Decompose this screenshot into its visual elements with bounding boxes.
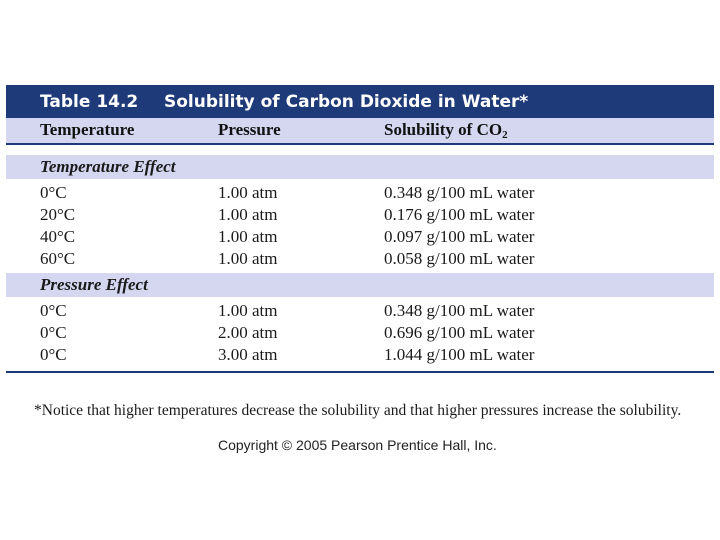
cell-pressure: 1.00 atm xyxy=(218,301,278,320)
table-row xyxy=(6,300,714,322)
cell-pressure: 1.00 atm xyxy=(218,227,278,246)
section-pressure-effect xyxy=(6,297,714,369)
cell-temperature: 20°C xyxy=(40,205,76,224)
table-row xyxy=(6,204,714,226)
column-header-temperature: Temperature xyxy=(40,120,135,139)
table-title-bar xyxy=(6,85,714,118)
column-header-solubility: Solubility of $CO_2$ xyxy=(384,120,508,141)
table-footnote: *Notice that higher temperatures decrease the solubility and that higher pressures increase the solubility. xyxy=(34,402,682,419)
cell-solubility: 0.696 g/100 mL water xyxy=(384,323,535,342)
cell-solubility: 0.176 g/100 mL water xyxy=(384,205,535,224)
table-bottom-rule xyxy=(6,371,714,373)
cell-solubility: 0.097 g/100 mL water xyxy=(384,227,535,246)
table-title: Solubility of Carbon Dioxide in Water* xyxy=(164,91,529,112)
section-header-temperature-effect: Temperature Effect xyxy=(6,155,714,179)
cell-temperature: 40°C xyxy=(40,227,76,246)
cell-temperature: 0°C xyxy=(40,323,67,342)
cell-solubility: 1.044 g/100 mL water xyxy=(384,345,535,364)
column-header-row xyxy=(6,118,714,145)
cell-pressure: 1.00 atm xyxy=(218,249,278,268)
copyright-notice: Copyright © 2005 Pearson Prentice Hall, Inc. xyxy=(218,437,497,453)
cell-temperature: 0°C xyxy=(40,183,67,202)
cell-solubility: 0.348 g/100 mL water xyxy=(384,183,535,202)
cell-temperature: 0°C xyxy=(40,345,67,364)
table-row xyxy=(6,182,714,204)
table-row xyxy=(6,344,714,366)
section-temperature-effect xyxy=(6,179,714,273)
cell-pressure: 1.00 atm xyxy=(218,205,278,224)
table-number: Table 14.2 xyxy=(40,91,139,112)
table-row xyxy=(6,248,714,270)
cell-pressure: 1.00 atm xyxy=(218,183,278,202)
table-row xyxy=(6,226,714,248)
table-row xyxy=(6,322,714,344)
column-header-pressure: Pressure xyxy=(218,120,281,139)
cell-pressure: 3.00 atm xyxy=(218,345,278,364)
solubility-table xyxy=(6,85,714,373)
cell-solubility: 0.348 g/100 mL water xyxy=(384,301,535,320)
cell-solubility: 0.058 g/100 mL water xyxy=(384,249,535,268)
cell-temperature: 0°C xyxy=(40,301,67,320)
cell-pressure: 2.00 atm xyxy=(218,323,278,342)
section-header-pressure-effect: Pressure Effect xyxy=(6,273,714,297)
cell-temperature: 60°C xyxy=(40,249,76,268)
